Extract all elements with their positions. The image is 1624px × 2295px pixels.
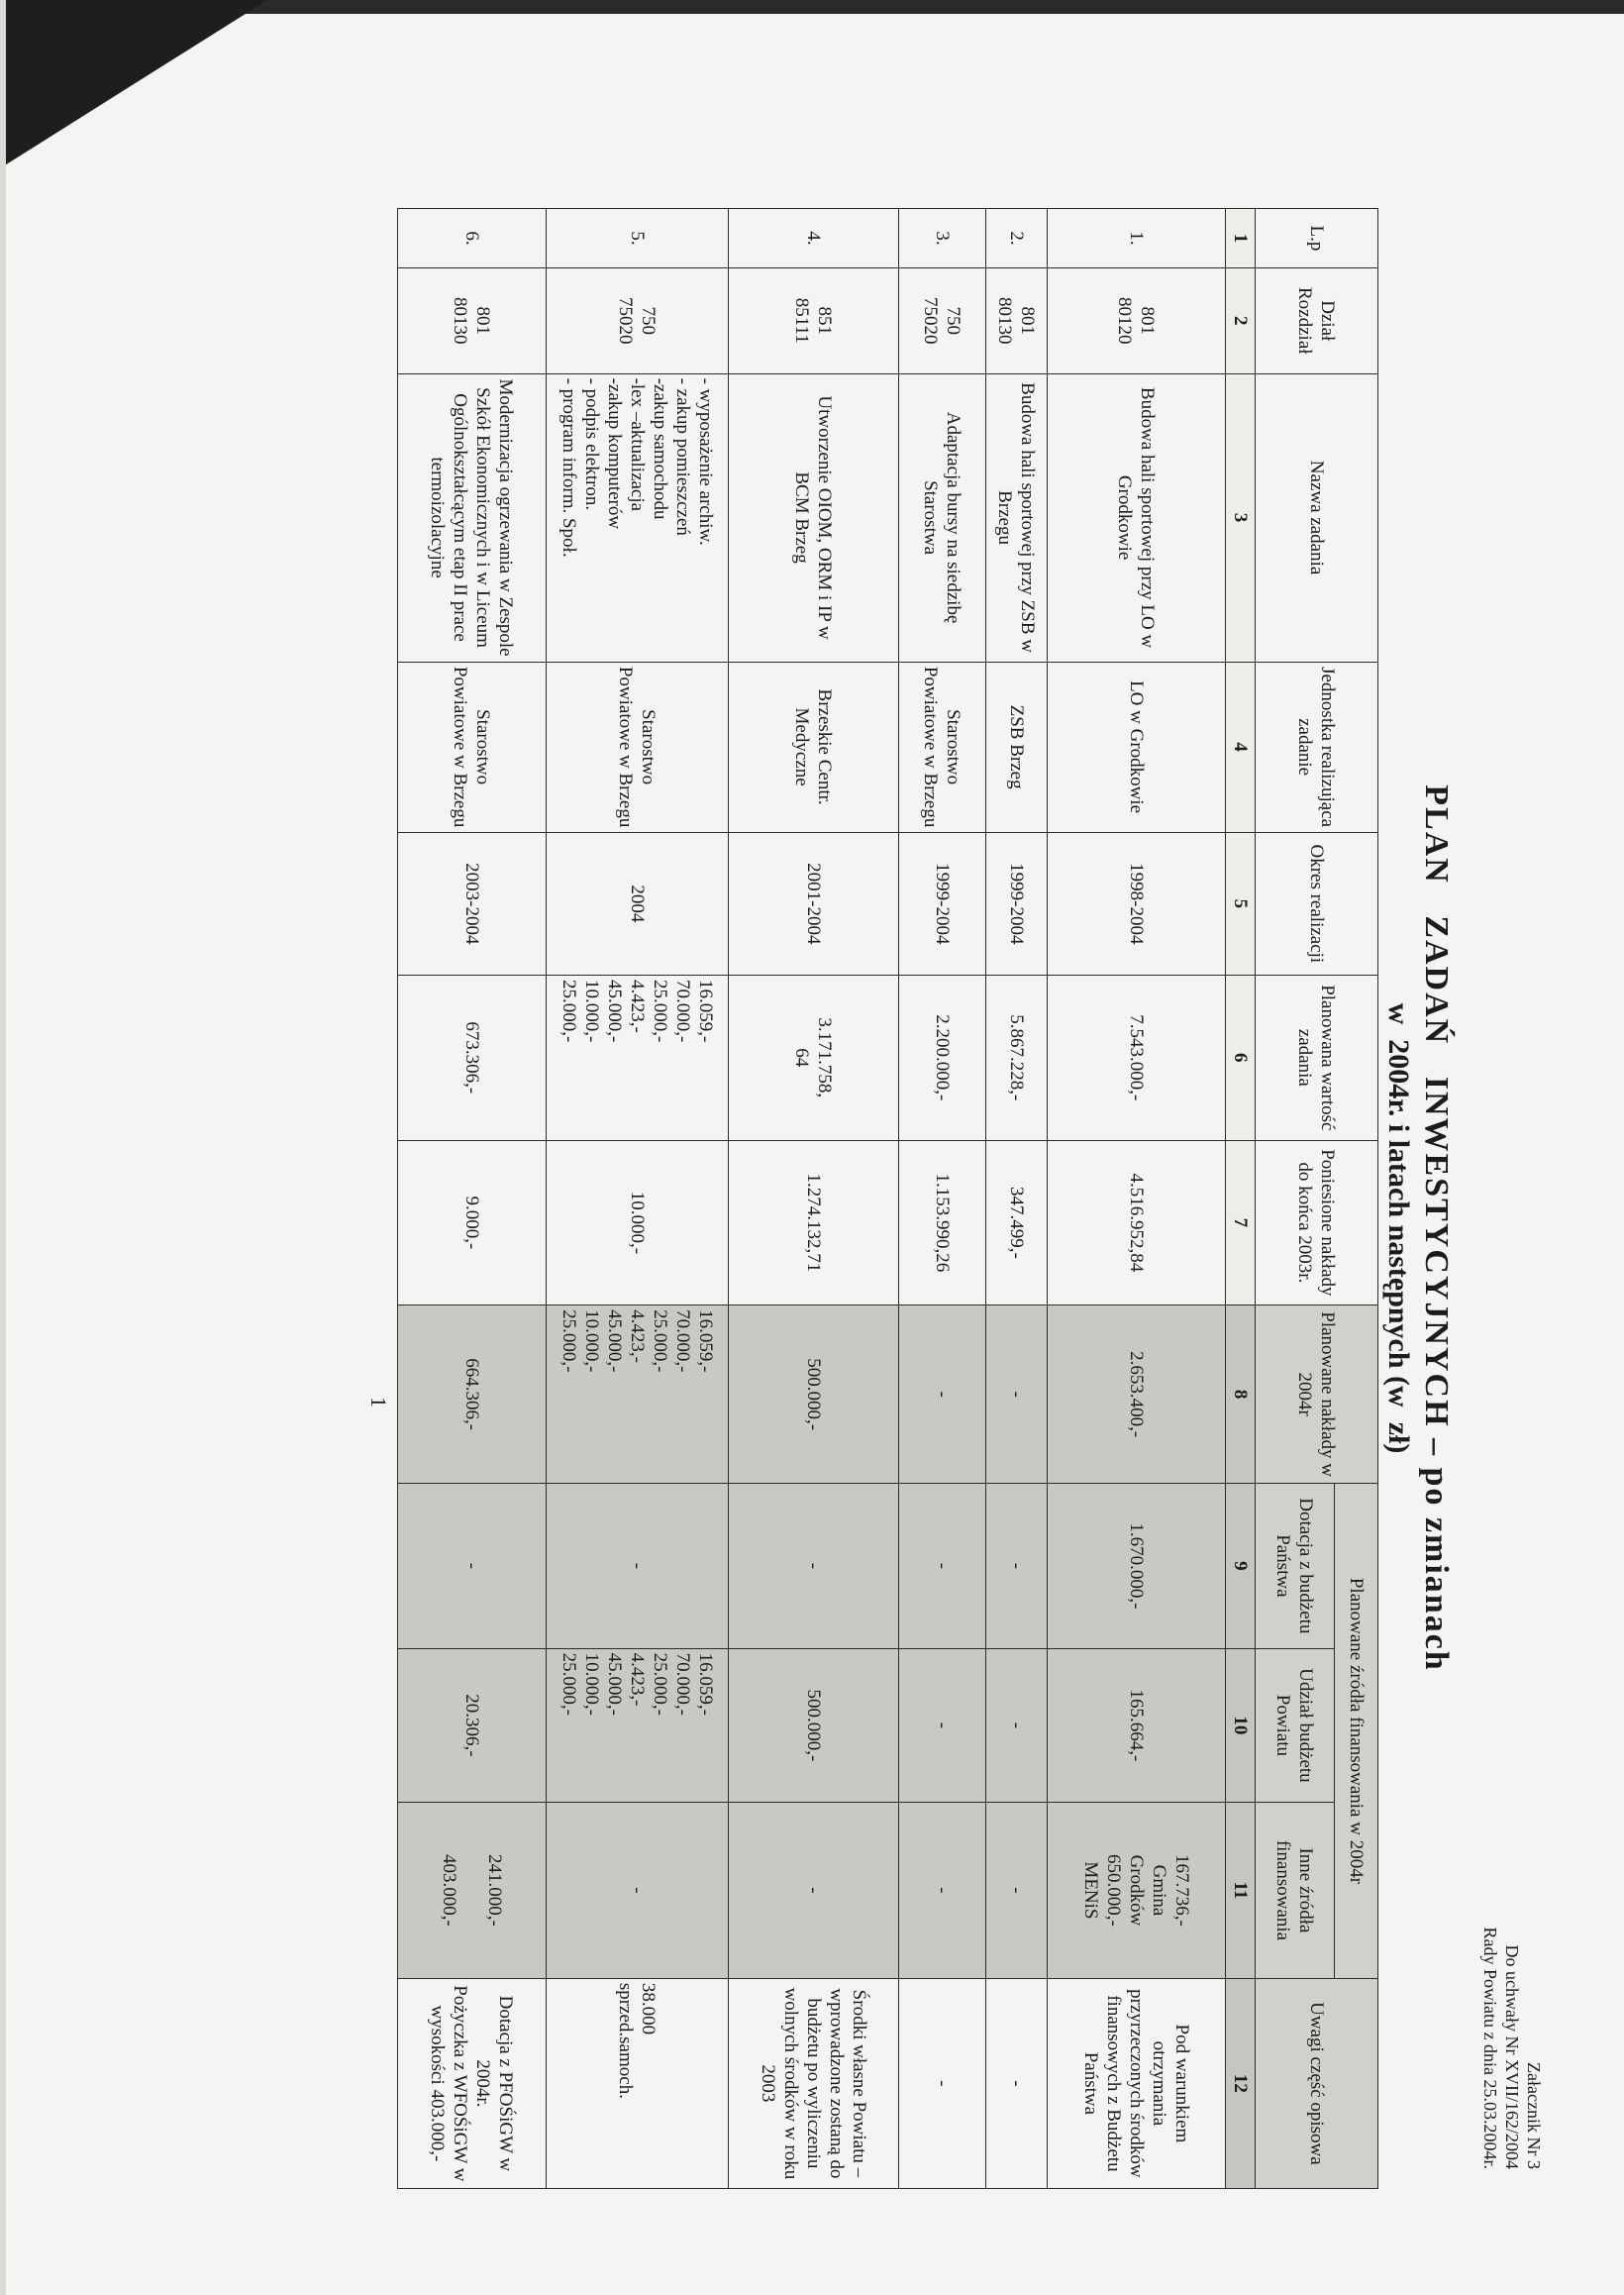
scan-left-edge (0, 0, 6, 2295)
row-naklady: 2.653.400,- (1048, 1305, 1226, 1484)
row-jednostka: LO w Grodkowie (1048, 662, 1226, 832)
title-line-1: PLAN ZADAŃ INWESTYCYJNYCH – po zmianach (1418, 784, 1455, 1672)
row-poniesione: 1.274.132,71 (729, 1140, 899, 1305)
column-number: 10 (1226, 1648, 1256, 1802)
header-udzial: Udział budżetu Powiatu (1256, 1648, 1335, 1802)
row-naklady: - (986, 1305, 1048, 1484)
row-lp: 4. (729, 209, 899, 268)
row-dzial: 750 75020 (899, 267, 986, 373)
header-lp: L.p (1256, 209, 1378, 268)
document-title (1380, 584, 1456, 1872)
table-row (986, 209, 1048, 2189)
header-nazwa: Nazwa zadania (1256, 373, 1378, 662)
attachment-line-2: Do uchwały Nr XVII/162/2004 (1502, 1944, 1522, 2169)
row-dzial: 801 80130 (986, 267, 1048, 373)
row-inne: - (729, 1803, 899, 1979)
row-poniesione: 10.000,- (547, 1140, 729, 1305)
row-udzial: 165.664,- (1048, 1648, 1226, 1802)
row-uwagi: - (986, 1978, 1048, 2188)
row-poniesione: 347.499,- (986, 1140, 1048, 1305)
row-dotacja: - (729, 1484, 899, 1649)
column-number: 4 (1226, 662, 1256, 832)
page-number: 1 (366, 1397, 391, 1408)
row-okres: 1998-2004 (1048, 832, 1226, 975)
row-dzial: 750 75020 (547, 267, 729, 373)
row-udzial: 500.000,- (729, 1648, 899, 1802)
row-wartosc: 673.306,- (398, 976, 547, 1141)
row-inne: - (547, 1803, 729, 1979)
column-number: 2 (1226, 267, 1256, 373)
row-okres: 1999-2004 (986, 832, 1048, 975)
row-okres: 1999-2004 (899, 832, 986, 975)
row-jednostka: Starostwo Powiatowe w Brzegu (547, 662, 729, 832)
row-nazwa: - wyposażenie archiw. - zakup pomieszczeń -zakup samochodu -lex –aktualizacja -zakup komputerów - podpis elektron. - program inform. Społ. (547, 373, 729, 662)
column-number: 6 (1226, 976, 1256, 1141)
column-number: 3 (1226, 373, 1256, 662)
row-udzial: 20.306,- (398, 1648, 547, 1802)
table-row (398, 209, 547, 2189)
row-dzial: 801 80120 (1048, 267, 1226, 373)
row-dotacja: - (986, 1484, 1048, 1649)
row-jednostka: Starostwo Powiatowe w Brzegu (899, 662, 986, 832)
row-uwagi: - (899, 1978, 986, 2188)
row-dotacja: - (398, 1484, 547, 1649)
header-inne: Inne źródła finansowania (1256, 1803, 1335, 1979)
row-lp: 6. (398, 209, 547, 268)
row-wartosc: 3.171.758, 64 (729, 976, 899, 1141)
column-number: 9 (1226, 1484, 1256, 1649)
title-line-2: w 2004r. i latach następnych (w zł) (1382, 1002, 1415, 1454)
header-jednostka: Jednostka realizująca zadanie (1256, 662, 1378, 832)
row-lp: 2. (986, 209, 1048, 268)
row-naklady: 500.000,- (729, 1305, 899, 1484)
column-number: 8 (1226, 1305, 1256, 1484)
row-udzial: - (986, 1648, 1048, 1802)
row-uwagi: Środki własne Powiatu – wprowadzone zostaną do budżetu po wyliczeniu wolnych środków w roku 2003 (729, 1978, 899, 2188)
table-row (1048, 209, 1226, 2189)
header-uwagi: Uwagi część opisowa (1256, 1978, 1378, 2188)
header-dzial: Dział Rozdział (1256, 267, 1378, 373)
header-wartosc: Planowana wartość zadania (1256, 976, 1378, 1141)
row-uwagi: 38.000 sprzed.samoch. (547, 1978, 729, 2188)
column-number: 1 (1226, 209, 1256, 268)
row-wartosc: 16.059,- 70.000,- 25.000,- 4.423,- 45.000,- 10.000,- 25.000,- (547, 976, 729, 1141)
row-inne: - (899, 1803, 986, 1979)
investment-plan-table (397, 208, 1378, 2189)
attachment-line-1: Załacznik Nr 3 (1524, 2062, 1544, 2169)
table-row (547, 209, 729, 2189)
row-wartosc: 5.867.228,- (986, 976, 1048, 1141)
row-udzial: - (899, 1648, 986, 1802)
row-uwagi: Pod warunkiem otrzymania przyrzeczonych środków finansowych z Budżetu Państwa (1048, 1978, 1226, 2188)
row-wartosc: 7.543.000,- (1048, 976, 1226, 1141)
row-okres: 2001-2004 (729, 832, 899, 975)
header-poniesione: Poniesione nakłady do końca 2003r. (1256, 1140, 1378, 1305)
row-inne: 167.736,- Gmina Grodków 650.000,- MENiS (1048, 1803, 1226, 1979)
scan-corner-shadow (0, 0, 267, 168)
row-udzial: 16.059,- 70.000,- 25.000,- 4.423,- 45.000,- 10.000,- 25.000,- (547, 1648, 729, 1802)
row-inne: 241.000,- 403.000,- (398, 1803, 547, 1979)
header-dotacja: Dotacja z budżetu Państwa (1256, 1484, 1335, 1649)
row-dotacja: 1.670.000,- (1048, 1484, 1226, 1649)
row-nazwa: Budowa hali sportowej przy ZSB w Brzegu (986, 373, 1048, 662)
row-lp: 3. (899, 209, 986, 268)
row-nazwa: Utworzenie OIOM, ORM i IP w BCM Brzeg (729, 373, 899, 662)
row-naklady: - (899, 1305, 986, 1484)
table-row (729, 209, 899, 2189)
row-uwagi: Dotacja z PFOŚiGW w 2004r. Pożyczka z WFOŚiGW w wysokości 403.000,- (398, 1978, 547, 2188)
row-okres: 2004 (547, 832, 729, 975)
table-row (899, 209, 986, 2189)
column-number: 12 (1226, 1978, 1256, 2188)
row-naklady: 664.306,- (398, 1305, 547, 1484)
row-poniesione: 9.000,- (398, 1140, 547, 1305)
row-dzial: 801 80130 (398, 267, 547, 373)
row-okres: 2003-2004 (398, 832, 547, 975)
row-dotacja: - (899, 1484, 986, 1649)
row-dzial: 851 85111 (729, 267, 899, 373)
row-lp: 1. (1048, 209, 1226, 268)
header-okres: Okres realizacji (1256, 832, 1378, 975)
attachment-note (1479, 1928, 1545, 2169)
row-nazwa: Budowa hali sportowej przy LO w Grodkowie (1048, 373, 1226, 662)
row-jednostka: Brzeskie Centr. Medyczne (729, 662, 899, 832)
rotated-document-page (356, 208, 1545, 2189)
row-lp: 5. (547, 209, 729, 268)
row-nazwa: Adaptacja bursy na siedzibę Starostwa (899, 373, 986, 662)
row-naklady: 16.059,- 70.000,- 25.000,- 4.423,- 45.000,- 10.000,- 25.000,- (547, 1305, 729, 1484)
row-poniesione: 4.516.952,84 (1048, 1140, 1226, 1305)
row-nazwa: Modernizacja ogrzewania w Zespole Szkół Ekonomicznych i w Liceum Ogólnokształcącym etap II prace termoizolacyjne (398, 373, 547, 662)
column-number: 7 (1226, 1140, 1256, 1305)
row-dotacja: - (547, 1484, 729, 1649)
row-poniesione: 1.153.990,26 (899, 1140, 986, 1305)
attachment-line-3: Rady Powiatu z dnia 25.03.2004r. (1480, 1927, 1500, 2169)
row-jednostka: Starostwo Powiatowe w Brzegu (398, 662, 547, 832)
row-jednostka: ZSB Brzeg (986, 662, 1048, 832)
row-wartosc: 2.200.000,- (899, 976, 986, 1141)
row-inne: - (986, 1803, 1048, 1979)
header-zrodla: Planowane źródła finansowania w 2004r (1335, 1484, 1378, 1979)
column-number: 11 (1226, 1803, 1256, 1979)
column-number: 5 (1226, 832, 1256, 975)
header-naklady: Planowane nakłady w 2004r (1256, 1305, 1378, 1484)
